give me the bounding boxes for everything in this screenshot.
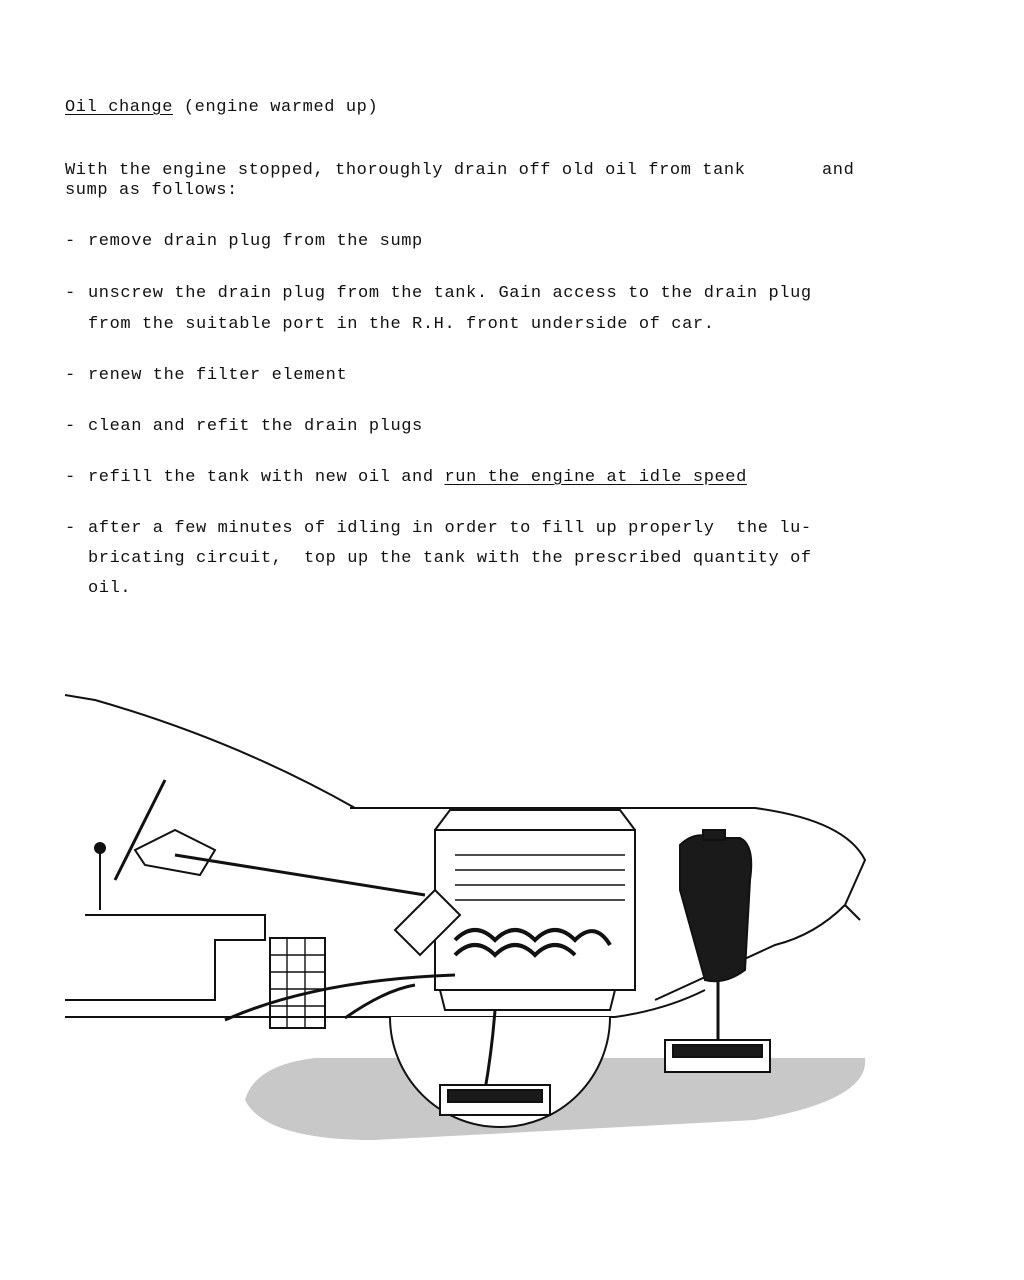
- drain-tray-tank: [665, 1040, 770, 1072]
- step-dash: -: [65, 232, 76, 251]
- engine-oil-drain-illustration: [55, 680, 885, 1150]
- step-3-line-1: renew the filter element: [88, 366, 348, 385]
- intro-line-1-end: and: [822, 161, 855, 180]
- sump: [440, 990, 615, 1010]
- oil-tank: [680, 835, 751, 981]
- engine-block: [435, 830, 635, 990]
- steering-column: [115, 780, 165, 880]
- step-dash: -: [65, 468, 76, 487]
- windshield-line: [65, 695, 355, 808]
- step-6-line-1: after a few minutes of idling in order to fill up properly the lu-: [88, 519, 812, 538]
- heading-title: Oil change: [65, 98, 174, 117]
- heading-subtitle: (engine warmed up): [183, 98, 379, 117]
- radiator-grille: [270, 938, 325, 1028]
- step-5-line-1: [88, 468, 747, 487]
- step-2-line-1: unscrew the drain plug from the tank. Gain access to the drain plug: [88, 284, 812, 303]
- step-4-line-1: clean and refit the drain plugs: [88, 417, 423, 436]
- step-dash: -: [65, 417, 76, 436]
- step-6-line-2: bricating circuit, top up the tank with the prescribed quantity of: [88, 549, 812, 568]
- step-5-prefix: refill the tank with new oil and: [88, 468, 445, 487]
- step-5-emphasis: run the engine at idle speed: [444, 468, 747, 487]
- section-heading: [65, 98, 378, 117]
- intro-line-1: With the engine stopped, thoroughly drain off old oil from tank: [65, 161, 746, 180]
- intro-line-2: sump as follows:: [65, 181, 238, 200]
- oil-tank-cap: [703, 830, 725, 840]
- drain-tray-sump: [440, 1085, 550, 1115]
- step-6-line-3: oil.: [88, 579, 132, 598]
- step-dash: -: [65, 366, 76, 385]
- step-1-line-1: remove drain plug from the sump: [88, 232, 423, 251]
- step-2-line-2: from the suitable port in the R.H. front underside of car.: [88, 315, 715, 334]
- step-dash: -: [65, 284, 76, 303]
- step-dash: -: [65, 519, 76, 538]
